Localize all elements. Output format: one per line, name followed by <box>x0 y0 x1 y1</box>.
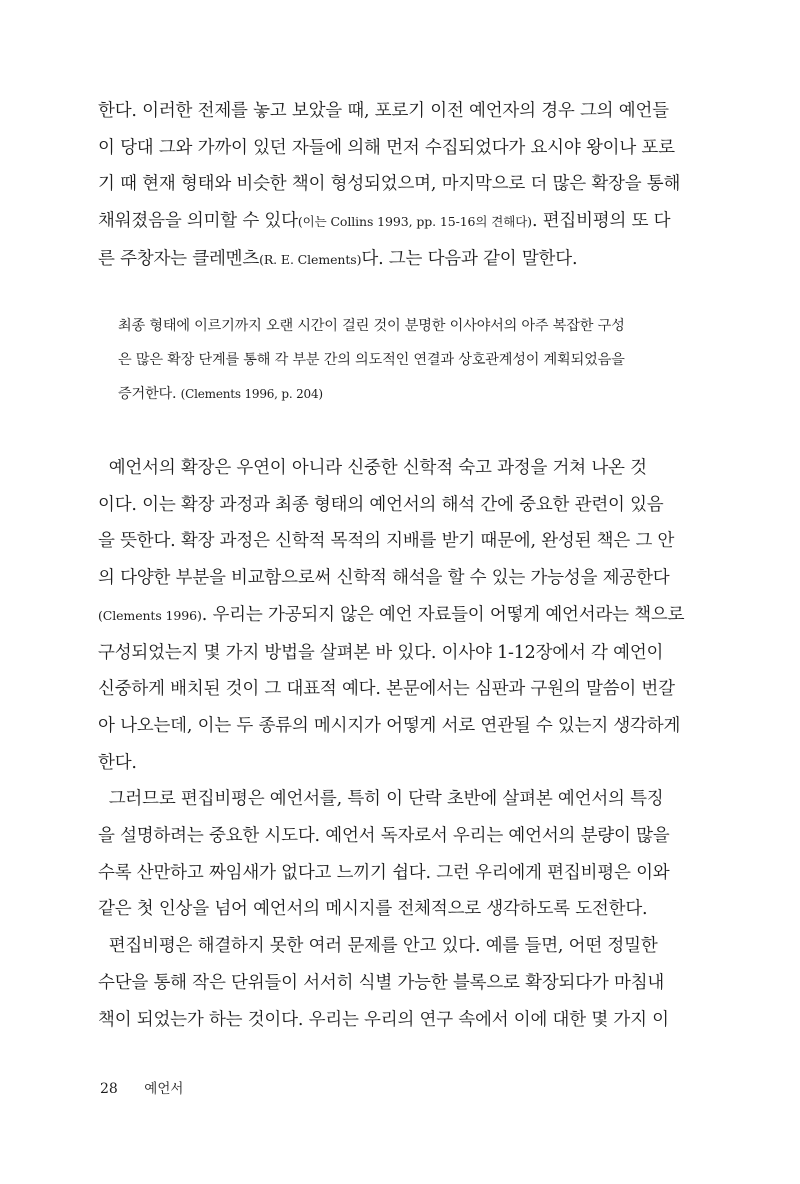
line-text: 수록 산만하고 짜임새가 없다고 느끼기 쉽다. 그런 우리에게 편집비평은 이와 <box>98 862 670 883</box>
text-line <box>98 241 694 279</box>
book-title: 예언서 <box>144 1081 184 1097</box>
line-text: 른 주창자는 클레멘츠 <box>98 248 260 269</box>
text-line <box>98 745 694 782</box>
line-text: 을 뜻한다. 확장 과정은 신학적 목적의 지배를 받기 때문에, 완성된 책은 그 안 <box>98 531 675 552</box>
paragraph-2 <box>98 450 694 1038</box>
line-text: 을 설명하려는 중요한 시도다. 예언서 독자로서 우리는 예언서의 분량이 많을 <box>98 826 670 847</box>
text-line <box>98 93 694 130</box>
line-text: 다. 그는 다음과 같이 말한다. <box>361 248 578 269</box>
line-text: 기 때 현재 형태와 비슷한 책이 형성되었으며, 마지막으로 더 많은 확장을 통해 <box>98 174 681 195</box>
text-line <box>98 891 694 928</box>
citation: (Clements 1996) <box>98 607 202 623</box>
line-text: . 우리는 가공되지 않은 예언 자료들이 어떻게 예언서라는 책으로 <box>201 604 685 625</box>
text-line <box>98 635 694 672</box>
paragraph-1 <box>98 93 694 279</box>
text-line <box>98 203 694 241</box>
line-text: 최종 형태에 이르기까지 오랜 시간이 걸린 것이 분명한 이사야서의 아주 복잡한 구성 <box>118 318 625 334</box>
text-line <box>98 818 694 855</box>
text-line <box>98 560 694 597</box>
page-number: 28 <box>100 1081 118 1097</box>
text-line <box>118 309 678 343</box>
line-text: 책이 되었는가 하는 것이다. 우리는 우리의 연구 속에서 이에 대한 몇 가지 이 <box>98 1009 669 1030</box>
line-text: 수단을 통해 작은 단위들이 서서히 식별 가능한 블록으로 확장되다가 마침내 <box>98 972 665 993</box>
text-line <box>98 1002 694 1039</box>
line-text: 편집비평은 해결하지 못한 여러 문제를 안고 있다. 예를 들면, 어떤 정밀한 <box>98 936 658 957</box>
text-line <box>98 166 694 203</box>
line-text: 그러므로 편집비평은 예언서를, 특히 이 단락 초반에 살펴본 예언서의 특징 <box>98 789 664 810</box>
line-text: . 편집비평의 또 다 <box>531 211 671 232</box>
text-line <box>98 781 694 818</box>
text-line <box>118 343 678 377</box>
text-line <box>98 708 694 745</box>
text-line <box>98 965 694 1002</box>
text-line <box>98 928 694 965</box>
line-text: 이다. 이는 확장 과정과 최종 형태의 예언서의 해석 간에 중요한 관련이 있음 <box>98 494 664 515</box>
line-text: 증거한다. <box>118 386 181 402</box>
text-line <box>98 450 694 487</box>
text-line <box>98 855 694 892</box>
citation: (이는 Collins 1993, pp. 15-16의 견해다) <box>297 214 532 230</box>
text-line <box>98 487 694 524</box>
text-line <box>98 597 694 635</box>
text-line <box>118 377 678 411</box>
line-text: 아 나오는데, 이는 두 종류의 메시지가 어떻게 서로 연관될 수 있는지 생각하게 <box>98 715 681 736</box>
line-text: 한다. 이러한 전제를 놓고 보았을 때, 포로기 이전 예언자의 경우 그의 예언들 <box>98 101 669 121</box>
block-quote <box>118 309 678 411</box>
citation: (Clements 1996, p. 204) <box>180 387 323 401</box>
line-text: 이 당대 그와 가까이 있던 자들에 의해 먼저 수집되었다가 요시야 왕이나 포로 <box>98 137 675 158</box>
line-text: 채워졌음을 의미할 수 있다 <box>98 211 298 232</box>
line-text: 한다. <box>98 752 137 773</box>
line-text: 은 많은 확장 단계를 통해 각 부분 간의 의도적인 연결과 상호관계성이 계획되었음을 <box>118 352 625 368</box>
line-text: 같은 첫 인상을 넘어 예언서의 메시지를 전체적으로 생각하도록 도전한다. <box>98 899 648 920</box>
text-line <box>98 671 694 708</box>
line-text: 의 다양한 부분을 비교함으로써 신학적 해석을 할 수 있는 가능성을 제공한다 <box>98 568 670 589</box>
text-line <box>98 130 694 167</box>
page-footer <box>100 1077 183 1097</box>
citation: (R. E. Clements) <box>259 251 362 267</box>
line-text: 신중하게 배치된 것이 그 대표적 예다. 본문에서는 심판과 구원의 말씀이 번갈 <box>98 679 675 700</box>
text-line <box>98 523 694 560</box>
line-text: 예언서의 확장은 우연이 아니라 신중한 신학적 숙고 과정을 거쳐 나온 것 <box>98 458 647 478</box>
line-text: 구성되었는지 몇 가지 방법을 살펴본 바 있다. 이사야 1-12장에서 각 예언이 <box>98 642 664 663</box>
